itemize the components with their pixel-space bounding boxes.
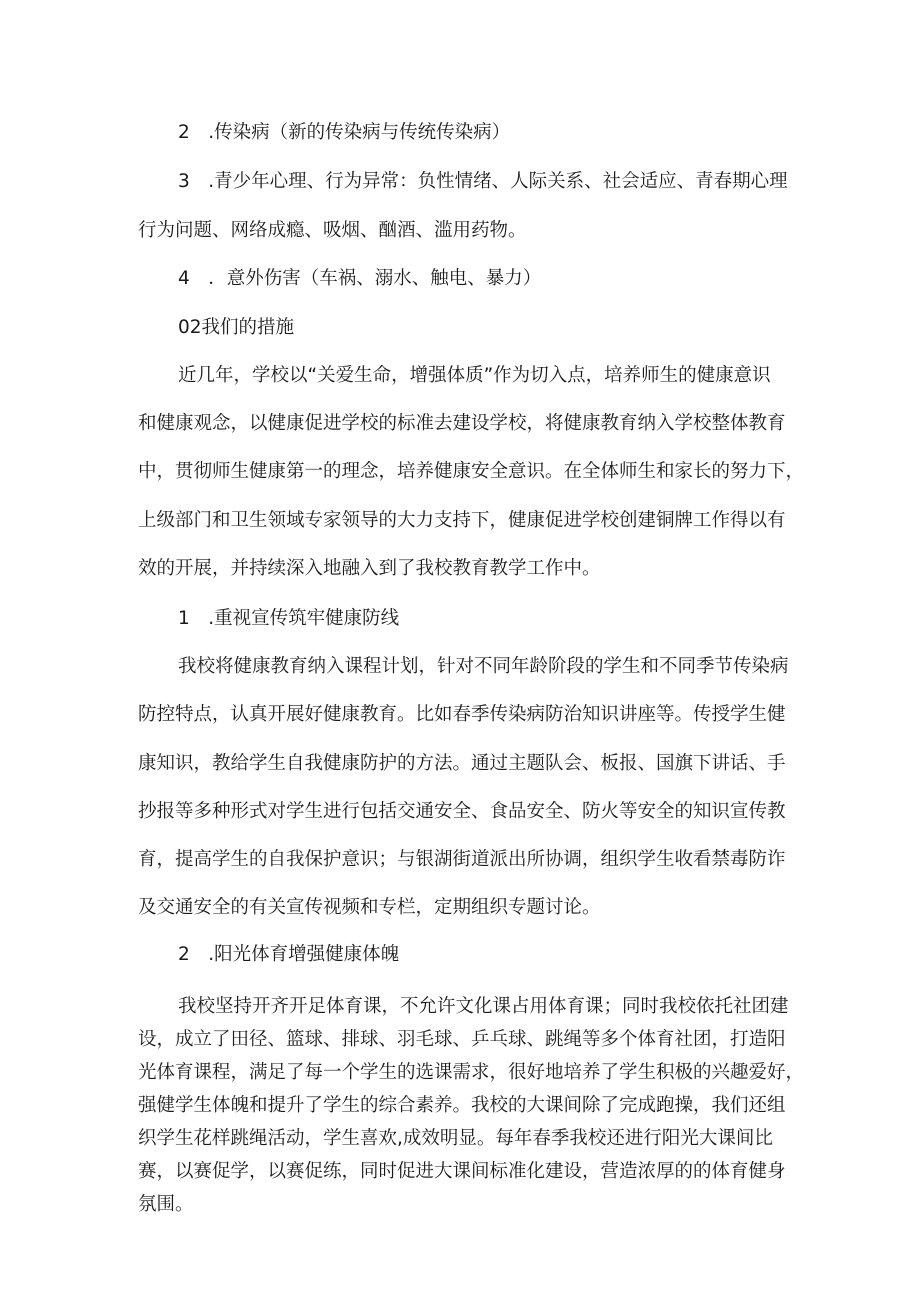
intro-line-3: 中，贯彻师生健康第一的理念，培养健康安全意识。在全体师生和家长的努力下， — [138, 461, 805, 482]
intro-line-4: 上级部门和卫生领域专家领导的大力支持下，健康促进学校创建铜牌工作得以有 — [138, 510, 786, 531]
measure1-line-5: 育，提高学生的自我保护意识；与银湖街道派出所协调，组织学生收看禁毒防诈 — [138, 849, 786, 870]
measure2-paragraph — [138, 990, 805, 1221]
risk-item-psychology-cont: 行为问题、网络成瘾、吸烟、酗酒、滥用药物。 — [138, 220, 527, 241]
intro-line-5: 效的开展，并持续深入地融入到了我校教育教学工作中。 — [138, 558, 601, 579]
measure2-line-3: 光体育课程，满足了每一个学生的选课需求，很好地培养了学生积极的兴趣爱好， — [138, 1062, 805, 1083]
risk-item-psychology: 3 .青少年心理、行为异常：负性情绪、人际关系、社会适应、青春期心理 — [178, 171, 788, 192]
measure1-line-3: 康知识，教给学生自我健康防护的方法。通过主题队会、板报、国旗下讲话、手 — [138, 753, 786, 774]
measure1-line-1: 我校将健康教育纳入课程计划，针对不同年龄阶段的学生和不同季节传染病 — [178, 656, 789, 677]
measure2-line-5: 织学生花样跳绳活动，学生喜欢,成效明显。每年春季我校还进行阳光大课间比 — [138, 1128, 773, 1149]
measure2-line-6: 赛，以赛促学，以赛促练，同时促进大课间标准化建设，营造浓厚的的体育健身 — [138, 1161, 786, 1182]
intro-line-1: 近几年，学校以“关爱生命，增强体质”作为切入点，培养师生的健康意识 — [178, 365, 771, 386]
measure1-line-4: 抄报等多种形式对学生进行包括交通安全、食品安全、防火等安全的知识宣传教 — [138, 801, 786, 822]
risk-item-accident: 4 ．意外伤害（车祸、溺水、触电、暴力） — [178, 268, 542, 289]
measure2-line-7: 氛围。 — [138, 1194, 194, 1215]
measure1-line-6: 及交通安全的有关宣传视频和专栏，定期组织专题讨论。 — [138, 897, 601, 918]
risk-item-infectious: 2 .传染病（新的传染病与传统传染病） — [178, 122, 511, 143]
section-heading: 02我们的措施 — [178, 317, 295, 338]
measure1-line-2: 防控特点，认真开展好健康教育。比如春季传染病防治知识讲座等。传授学生健 — [138, 704, 786, 725]
measure2-line-2: 设，成立了田径、篮球、排球、羽毛球、乒乓球、跳绳等多个体育社团，打造阳 — [138, 1029, 786, 1050]
intro-line-2: 和健康观念，以健康促进学校的标准去建设学校，将健康教育纳入学校整体教育 — [138, 413, 786, 434]
measure2-line-4: 强健学生体魄和提升了学生的综合素养。我校的大课间除了完成跑操，我们还组 — [138, 1095, 786, 1116]
measure1-title: 1 .重视宣传筑牢健康防线 — [178, 608, 400, 629]
measure2-title: 2 .阳光体育增强健康体魄 — [178, 944, 400, 965]
measure2-line-1: 我校坚持开齐开足体育课，不允许文化课占用体育课；同时我校依托社团建 — [178, 996, 789, 1017]
